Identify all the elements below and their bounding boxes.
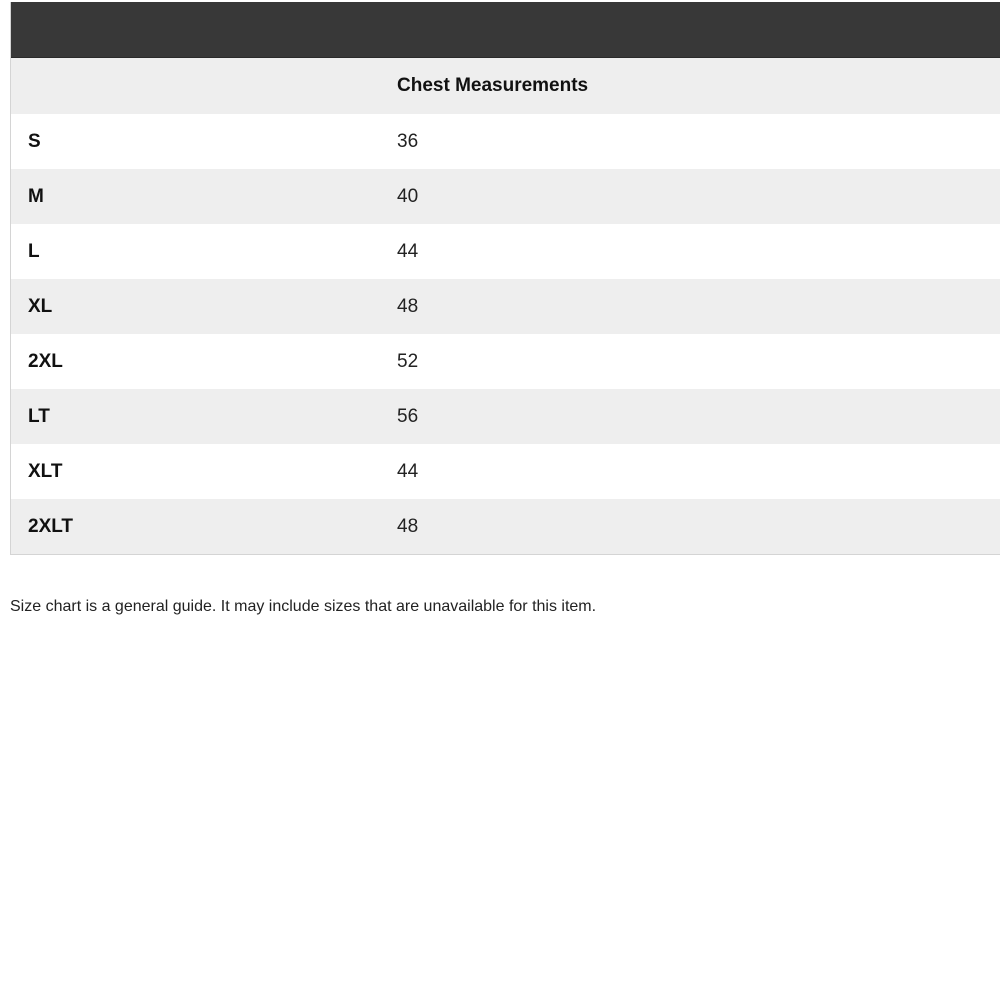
size-label: LT	[28, 405, 50, 427]
size-chart	[10, 2, 1000, 555]
size-label: M	[28, 185, 44, 207]
chest-value: 44	[397, 460, 419, 482]
size-label: S	[28, 130, 41, 152]
table-row	[11, 444, 1000, 499]
table-row	[11, 389, 1000, 444]
table-row	[11, 334, 1000, 389]
chest-value: 48	[397, 295, 419, 317]
size-chart-disclaimer: Size chart is a general guide. It may include sizes that are unavailable for this item.	[10, 598, 597, 615]
table-row	[11, 224, 1000, 279]
size-label: L	[28, 240, 40, 262]
chest-value: 52	[397, 350, 419, 372]
table-row	[11, 279, 1000, 334]
table-row	[11, 169, 1000, 224]
table-row	[11, 114, 1000, 169]
chest-value: 36	[397, 130, 419, 152]
chest-value: 48	[397, 515, 419, 537]
size-label: 2XL	[28, 350, 63, 372]
table-header-row	[11, 58, 1000, 114]
chest-value: 40	[397, 185, 419, 207]
size-label: XL	[28, 295, 53, 317]
size-label: 2XLT	[28, 515, 74, 537]
table-row	[11, 499, 1000, 554]
chest-column-header: Chest Measurements	[380, 58, 1000, 114]
chest-value: 56	[397, 405, 419, 427]
table-title-bar	[11, 2, 1000, 58]
chest-value: 44	[397, 240, 419, 262]
size-table	[11, 58, 1000, 554]
size-column-header	[11, 58, 380, 114]
size-label: XLT	[28, 460, 63, 482]
